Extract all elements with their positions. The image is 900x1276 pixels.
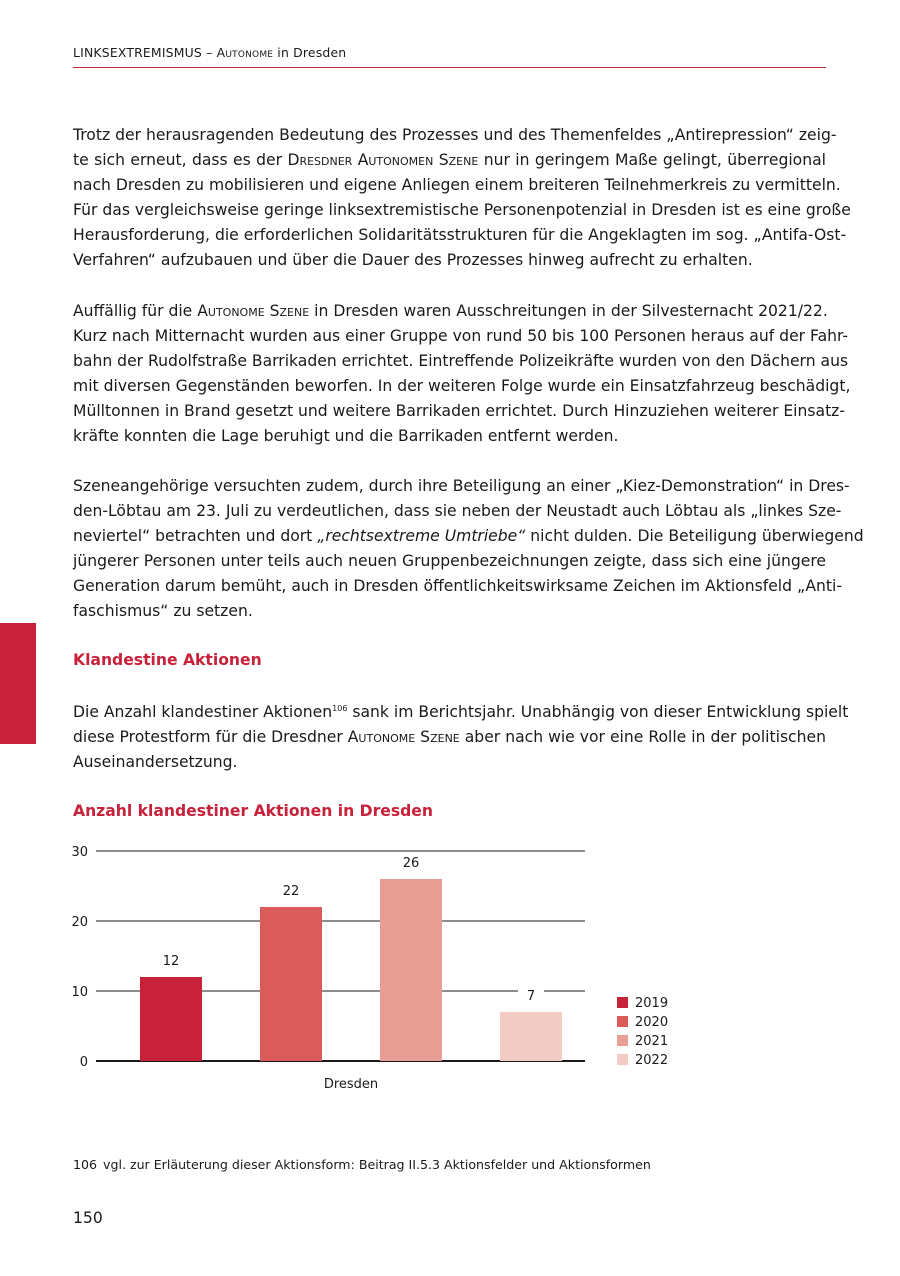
footnote-text: vgl. zur Erläuterung dieser Aktionsform: Beitrag II.5.3 Aktionsfelder und Aktionsformen (103, 1157, 651, 1172)
paragraph-2 (73, 299, 851, 449)
p1-line-2: te sich erneut, dass es der Dresdner Autonomen Szene nur in geringem Maße gelingt, überregional (73, 151, 826, 169)
quote-italic: „rechtsextreme Umtriebe“ (317, 527, 526, 545)
footnote-reference: 106 (332, 704, 348, 713)
legend-label-2021: 2021 (635, 1034, 669, 1049)
p2-line-4: mit diversen Gegenständen beworfen. In der weiteren Folge wurde ein Einsatzfahrzeug beschädigt, (73, 377, 851, 395)
y-tick-label-10: 10 (71, 985, 88, 1000)
dresdner-autonome-szene-term: Dresdner Autonomen Szene (287, 151, 479, 169)
header-subsection-smallcaps: Autonome (216, 45, 274, 60)
bar-2019 (140, 977, 202, 1061)
footnote-number: 106 (73, 1157, 98, 1172)
y-tick-label-0: 0 (79, 1055, 88, 1070)
p2-line-5: Mülltonnen in Brand gesetzt und weitere Barrikaden errichtet. Durch Hinzuziehen weiterer Einsatz- (73, 402, 845, 420)
header-subsection-rest: in Dresden (273, 45, 347, 60)
p2-line-2: Kurz nach Mitternacht wurden aus einer Gruppe von rund 50 bis 100 Personen heraus auf der Fahr- (73, 327, 849, 345)
legend-swatch-2022 (617, 1054, 628, 1065)
p3-line-2: den-Löbtau am 23. Juli zu verdeutlichen, dass sie neben der Neustadt auch Löbtau als „linkes Sze- (73, 502, 842, 520)
bar-2020 (260, 907, 322, 1061)
header-section: LINKSEXTREMISMUS (73, 45, 202, 60)
p2-line-6: kräfte konnten die Lage beruhigt und die Barrikaden entfernt werden. (73, 427, 619, 445)
p4-line-3: Auseinandersetzung. (73, 753, 238, 771)
page-number: 150 (73, 1209, 103, 1227)
bar-value-label-2020: 22 (282, 884, 300, 899)
bar-chart (60, 838, 720, 1098)
header-separator: – (201, 45, 217, 60)
p3-line-4: jüngerer Personen unter teils auch neuen Gruppenbezeichnungen zeigte, dass sich eine jüngere (73, 552, 826, 570)
legend-swatch-2020 (617, 1016, 628, 1027)
bar-2021 (380, 879, 442, 1061)
p1-line-4: Für das vergleichsweise geringe linksextremistische Personenpotenzial in Dresden ist es eine große (73, 201, 851, 219)
p4-line-1: Die Anzahl klandestiner Aktionen$^{106}$ sank im Berichtsjahr. Unabhängig von dieser Entwicklung spielt (73, 703, 849, 721)
p1-line-1: Trotz der herausragenden Bedeutung des Prozesses und des Themenfeldes „Antirepression“ zeig- (73, 126, 837, 144)
chart-title: Anzahl klandestiner Aktionen in Dresden (73, 802, 433, 820)
bar-chart-svg (60, 838, 720, 1098)
bar-2022 (500, 1012, 562, 1061)
p1-line-5: Herausforderung, die erforderlichen Solidaritätsstrukturen für die Angeklagten im sog. „Antifa-Ost- (73, 226, 847, 244)
autonome-szene-term-2: Autonome Szene (347, 728, 460, 746)
p2-line-1: Auffällig für die Autonome Szene in Dresden waren Ausschreitungen in der Silvesternacht 2021/22. (73, 302, 828, 320)
p2-line-3: bahn der Rudolfstraße Barrikaden errichtet. Eintreffende Polizeikräfte wurden von den Dächern aus (73, 352, 849, 370)
paragraph-3 (73, 474, 864, 624)
p3-line-1: Szeneangehörige versuchten zudem, durch ihre Beteiligung an einer „Kiez-Demonstration“ in Dres- (73, 477, 850, 495)
bar-value-label-2022: 7 (526, 989, 536, 1004)
chapter-side-tab (0, 623, 36, 744)
p4-line-2: diese Protestform für die Dresdner Autonome Szene aber nach wie vor eine Rolle in der politischen (73, 728, 826, 746)
paragraph-1 (73, 123, 851, 273)
footnote (73, 1157, 651, 1172)
autonome-szene-term: Autonome Szene (197, 302, 310, 320)
p3-line-5: Generation darum bemüht, auch in Dresden öffentlichkeitswirksame Zeichen im Aktionsfeld „Anti- (73, 577, 842, 595)
p1-line-6: Verfahren“ aufzubauen und über die Dauer des Prozesses hinweg aufrecht zu erhalten. (73, 251, 753, 269)
paragraph-4 (73, 700, 849, 775)
legend-label-2022: 2022 (635, 1053, 669, 1068)
bar-value-label-2021: 26 (402, 856, 420, 871)
legend-label-2019: 2019 (635, 996, 669, 1011)
section-heading: Klandestine Aktionen (73, 651, 262, 669)
legend-swatch-2019 (617, 997, 628, 1008)
p3-line-6: faschismus“ zu setzen. (73, 602, 253, 620)
y-tick-label-30: 30 (71, 845, 88, 860)
x-category-label: Dresden (323, 1077, 379, 1092)
bar-value-label-2019: 12 (162, 954, 180, 969)
p1-line-3: nach Dresden zu mobilisieren und eigene Anliegen einem breiteren Teilnehmerkreis zu vermitteln. (73, 176, 841, 194)
legend-swatch-2021 (617, 1035, 628, 1046)
y-tick-label-20: 20 (71, 915, 88, 930)
p3-line-3: neviertel“ betrachten und dort „rechtsextreme Umtriebe“ nicht dulden. Die Beteiligung überwiegend (73, 527, 864, 545)
legend-label-2020: 2020 (635, 1015, 669, 1030)
running-header (73, 45, 826, 68)
